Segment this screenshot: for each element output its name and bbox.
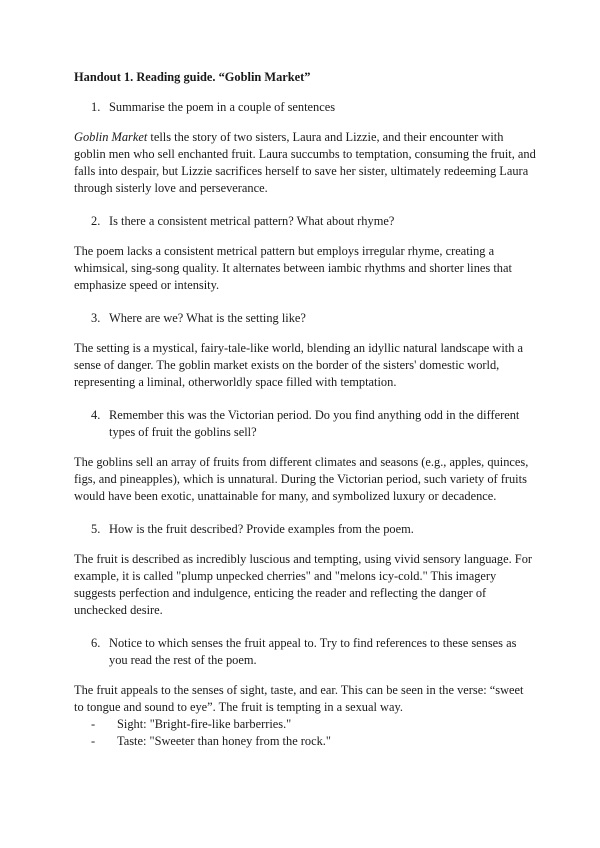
answer-2: The poem lacks a consistent metrical pattern but employs irregular rhyme, creating a whimsical, sing-song quality. It alternates between iambic rhythms and shorter lines that emphasize speed or intensity. — [74, 244, 512, 292]
question-text: Where are we? What is the setting like? — [109, 311, 306, 325]
question-number: 5. — [91, 522, 101, 536]
answer-1 — [74, 129, 536, 197]
question-2 — [74, 213, 536, 230]
poem-title-italic: Goblin Market — [74, 130, 148, 144]
question-text: Is there a consistent metrical pattern? What about rhyme? — [109, 214, 395, 228]
question-number: 4. — [91, 408, 101, 422]
document-body — [74, 69, 536, 750]
handout-title: Handout 1. Reading guide. “Goblin Market” — [74, 70, 311, 84]
question-4 — [74, 407, 536, 441]
question-text: Notice to which senses the fruit appeal to. Try to find references to these senses as you read the rest of the poem. — [109, 636, 517, 667]
question-number: 1. — [91, 100, 101, 114]
question-6 — [74, 635, 536, 669]
question-number: 6. — [91, 636, 101, 650]
bullet-dash: - — [91, 717, 96, 731]
answer-3: The setting is a mystical, fairy-tale-like world, blending an idyllic natural landscape with a sense of danger. The goblin market exists on the border of the sisters' domestic world, representing a liminal, otherworldly space filled with temptation. — [74, 341, 524, 389]
sense-bullet-list — [74, 716, 536, 750]
bullet-dash: - — [91, 734, 96, 748]
answer-5: The fruit is described as incredibly luscious and tempting, using vivid sensory language. For example, it is called "plump unpecked cherries" and "melons icy-cold." This imagery suggests perfection and indulgence, enticing the reader and reflecting the danger of unchecked desire. — [74, 552, 533, 617]
question-number: 3. — [91, 311, 101, 325]
list-item — [74, 733, 536, 750]
question-text: How is the fruit described? Provide examples from the poem. — [109, 522, 414, 536]
bullet-text: Sight: "Bright-fire-like barberries." — [117, 717, 292, 731]
bullet-text: Taste: "Sweeter than honey from the rock." — [117, 734, 331, 748]
question-number: 2. — [91, 214, 101, 228]
list-item — [74, 716, 536, 733]
answer-6: The fruit appeals to the senses of sight, taste, and ear. This can be seen in the verse: “sweet to tongue and sound to eye”. The fruit is tempting in a sexual way. — [74, 683, 524, 714]
question-text: Summarise the poem in a couple of sentences — [109, 100, 336, 114]
answer-4: The goblins sell an array of fruits from different climates and seasons (e.g., apples, quinces, figs, and pineapples), which is unnatural. During the Victorian period, such variety of fruits would have been exotic, unattainable for many, and symbolized luxury or decadence. — [74, 455, 529, 503]
question-3 — [74, 310, 536, 327]
answer-1-text: tells the story of two sisters, Laura and Lizzie, and their encounter with goblin men who sell enchanted fruit. Laura succumbs to temptation, consuming the fruit, and falls into despair, but Lizzie sacrifices herself to save her sister, ultimately redeeming Laura through sisterly love and perseverance. — [74, 130, 536, 195]
question-text: Remember this was the Victorian period. Do you find anything odd in the different types of fruit the goblins sell? — [109, 408, 520, 439]
question-5 — [74, 521, 536, 538]
question-1 — [74, 99, 536, 116]
